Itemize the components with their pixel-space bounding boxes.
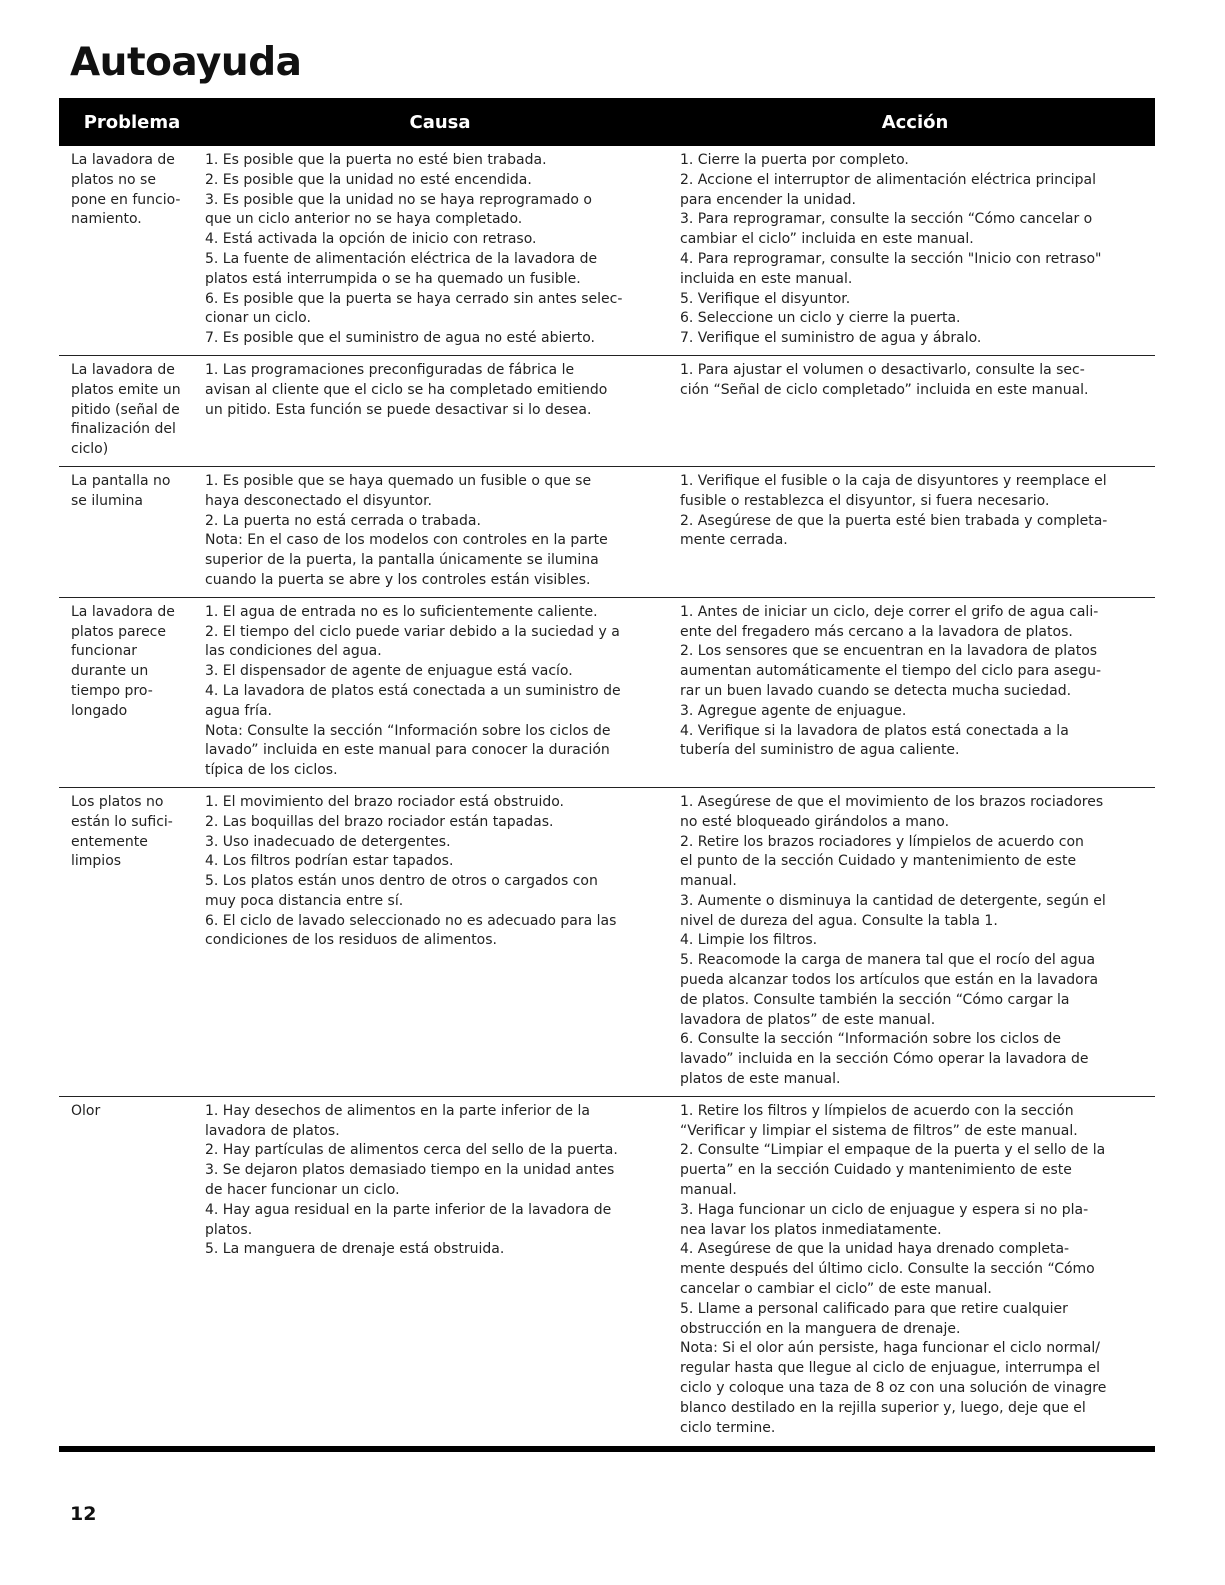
problem-line: finalización del [71,421,176,438]
action-line: 4. Limpie los filtros. [680,932,818,949]
problem-cell [59,472,205,591]
cause-line: 3. Se dejaron platos demasiado tiempo en la unidad antes [205,1162,615,1179]
action-line: 4. Verifique si la lavadora de platos está conectada a la [680,722,1069,739]
action-line: nea lavar los platos inmediatamente. [680,1221,942,1238]
action-line: 2. Asegúrese de que la puerta esté bien trabada y completa- [680,512,1108,529]
problem-line: funcionar [71,643,138,660]
action-line: incluida en este manual. [680,270,853,287]
cause-cell [205,1102,680,1439]
action-line: para encender la unidad. [680,191,856,208]
action-cell [680,603,1155,781]
action-line: manual. [680,873,737,890]
problem-line: La lavadora de [71,152,175,168]
cause-line: 3. Es posible que la unidad no se haya reprogramado o [205,191,592,208]
cause-line: 2. La puerta no está cerrada o trabada. [205,512,481,529]
action-line: cancelar o cambiar el ciclo” de este manual. [680,1281,992,1298]
cause-line: condiciones de los residuos de alimentos. [205,932,497,949]
action-line: 6. Seleccione un ciclo y cierre la puerta. [680,310,961,327]
action-line: 1. Retire los filtros y límpielos de acuerdo con la sección [680,1102,1074,1119]
action-line: 5. Llame a personal calificado para que retire cualquier [680,1300,1068,1317]
cause-line: 4. Está activada la opción de inicio con retraso. [205,231,537,248]
problem-line: La pantalla no [71,472,171,489]
cause-line: 2. Es posible que la unidad no esté encendida. [205,171,532,188]
action-line: 1. Asegúrese de que el movimiento de los brazos rociadores [680,793,1104,810]
action-line: lavado” incluida en la sección Cómo operar la lavadora de [680,1051,1089,1068]
table-row [59,788,1155,1097]
cause-line: Nota: Consulte la sección “Información sobre los ciclos de [205,722,611,739]
cause-cell [205,361,680,460]
action-line: 5. Reacomode la carga de manera tal que el rocío del agua [680,952,1096,969]
action-line: 4. Para reprogramar, consulte la sección "Inicio con retraso" [680,250,1102,267]
action-cell [680,361,1155,460]
action-line: pueda alcanzar todos los artículos que están en la lavadora [680,972,1099,989]
cause-line: lavado” incluida en este manual para conocer la duración [205,742,610,759]
cause-line: 1. Las programaciones preconfiguradas de fábrica le [205,361,575,378]
problem-cell [59,151,205,349]
action-line: obstrucción en la manguera de drenaje. [680,1320,961,1337]
cause-line: superior de la puerta, la pantalla únicamente se ilumina [205,552,599,569]
table-body [59,146,1155,1444]
action-line: no esté bloqueado girándolos a mano. [680,813,950,830]
action-line: lavadora de platos” de este manual. [680,1011,936,1028]
cause-line: lavadora de platos. [205,1122,340,1139]
page-title: Autoayuda [70,40,302,85]
header-action: Acción [881,111,949,133]
problem-cell [59,793,205,1090]
action-line: 1. Cierre la puerta por completo. [680,152,909,168]
table-row [59,1097,1155,1445]
action-line: mente cerrada. [680,532,788,549]
action-line: fusible o restablezca el disyuntor, si fuera necesario. [680,492,1050,509]
action-cell [680,151,1155,349]
cause-line: 1. Es posible que se haya quemado un fusible o que se [205,472,592,489]
problem-line: pone en funcio- [71,191,181,208]
cause-line: platos. [205,1221,253,1238]
action-line: el punto de la sección Cuidado y mantenimiento de este [680,853,1077,870]
cause-line: 4. Hay agua residual en la parte inferior de la lavadora de [205,1201,612,1218]
action-line: 2. Retire los brazos rociadores y límpielos de acuerdo con [680,833,1084,850]
cause-line: un pitido. Esta función se puede desactivar si lo desea. [205,401,592,418]
action-cell [680,1102,1155,1439]
cause-line: 6. El ciclo de lavado seleccionado no es adecuado para las [205,912,617,929]
cause-line: muy poca distancia entre sí. [205,892,404,909]
problem-line: se ilumina [71,492,143,509]
header-problem: Problema [83,111,181,133]
action-line: 3. Aumente o disminuya la cantidad de detergente, según el [680,892,1106,909]
page-number: 12 [70,1503,97,1525]
action-line: 5. Verifique el disyuntor. [680,290,851,307]
cause-cell [205,793,680,1090]
action-line: 2. Consulte “Limpiar el empaque de la puerta y el sello de la [680,1142,1106,1159]
action-line: 1. Verifique el fusible o la caja de disyuntores y reemplace el [680,472,1107,489]
table-row [59,467,1155,598]
table-row [59,146,1155,356]
problem-cell [59,1102,205,1439]
problem-line: Olor [71,1102,101,1119]
action-line: ciclo termine. [680,1419,776,1436]
problem-line: longado [71,702,128,719]
problem-line: están lo sufici- [71,813,173,830]
cause-line: 5. La manguera de drenaje está obstruida. [205,1241,505,1258]
problem-line: ciclo) [71,441,109,458]
cause-line: agua fría. [205,702,272,719]
problem-line: entemente [71,833,148,850]
problem-line: namiento. [71,211,142,228]
cause-line: 4. La lavadora de platos está conectada a un suministro de [205,682,621,699]
action-line: regular hasta que llegue al ciclo de enjuague, interrumpa el [680,1360,1101,1377]
cause-cell [205,603,680,781]
cause-line: Nota: En el caso de los modelos con controles en la parte [205,532,608,549]
cause-line: que un ciclo anterior no se haya completado. [205,211,523,228]
problem-line: La lavadora de [71,603,175,620]
action-line: tubería del suministro de agua caliente. [680,742,960,759]
action-line: mente después del último ciclo. Consulte la sección “Cómo [680,1261,1095,1278]
problem-cell [59,603,205,781]
cause-line: típica de los ciclos. [205,762,338,779]
action-line: ente del fregadero más cercano a la lavadora de platos. [680,623,1073,640]
action-line: 3. Haga funcionar un ciclo de enjuague y espera si no pla- [680,1201,1089,1218]
cause-line: platos está interrumpida o se ha quemado un fusible. [205,270,581,287]
bottom-rule [59,1446,1155,1452]
action-line: manual. [680,1182,737,1199]
action-line: Nota: Si el olor aún persiste, haga funcionar el ciclo normal/ [680,1340,1100,1357]
problem-cell [59,361,205,460]
table-row [59,598,1155,788]
action-line: 3. Agregue agente de enjuague. [680,702,907,719]
cause-line: las condiciones del agua. [205,643,382,660]
cause-line: 4. Los filtros podrían estar tapados. [205,853,454,870]
cause-line: 3. El dispensador de agente de enjuague está vacío. [205,663,573,680]
action-line: 2. Accione el interruptor de alimentación eléctrica principal [680,171,1097,188]
cause-line: de hacer funcionar un ciclo. [205,1182,400,1199]
troubleshooting-table [59,98,1155,1444]
action-cell [680,472,1155,591]
cause-line: 7. Es posible que el suministro de agua no esté abierto. [205,330,596,347]
action-line: nivel de dureza del agua. Consulte la tabla 1. [680,912,998,929]
problem-line: pitido (señal de [71,401,180,418]
action-line: 1. Antes de iniciar un ciclo, deje correr el grifo de agua cali- [680,603,1099,620]
problem-line: La lavadora de [71,361,175,378]
cause-cell [205,151,680,349]
action-line: 2. Los sensores que se encuentran en la lavadora de platos [680,643,1098,660]
cause-line: 5. La fuente de alimentación eléctrica de la lavadora de [205,250,598,267]
action-line: ción “Señal de ciclo completado” incluida en este manual. [680,381,1089,398]
action-line: platos de este manual. [680,1071,841,1088]
cause-line: 5. Los platos están unos dentro de otros o cargados con [205,873,598,890]
table-row [59,356,1155,467]
cause-line: 1. Hay desechos de alimentos en la parte inferior de la [205,1102,590,1119]
cause-line: 2. Las boquillas del brazo rociador están tapadas. [205,813,554,830]
action-line: 7. Verifique el suministro de agua y ábralo. [680,330,982,347]
table-header [59,98,1155,146]
cause-line: avisan al cliente que el ciclo se ha completado emitiendo [205,381,608,398]
problem-line: limpios [71,853,122,870]
action-line: blanco destilado en la rejilla superior y, luego, deje que el [680,1399,1086,1416]
cause-line: 6. Es posible que la puerta se haya cerrado sin antes selec- [205,290,623,307]
cause-line: 1. El movimiento del brazo rociador está obstruido. [205,793,564,810]
action-line: de platos. Consulte también la sección “Cómo cargar la [680,991,1070,1008]
problem-line: durante un [71,663,149,680]
problem-line: platos emite un [71,381,181,398]
cause-line: 1. Es posible que la puerta no esté bien trabada. [205,152,547,168]
cause-line: 2. Hay partículas de alimentos cerca del sello de la puerta. [205,1142,618,1159]
cause-line: haya desconectado el disyuntor. [205,492,433,509]
action-line: puerta” en la sección Cuidado y mantenimiento de este [680,1162,1072,1179]
action-cell [680,793,1155,1090]
cause-line: 1. El agua de entrada no es lo suficientemente caliente. [205,603,598,620]
problem-line: platos parece [71,623,166,640]
action-line: 3. Para reprogramar, consulte la sección “Cómo cancelar o [680,211,1093,228]
action-line: 1. Para ajustar el volumen o desactivarlo, consulte la sec- [680,361,1085,378]
action-line: 6. Consulte la sección “Información sobre los ciclos de [680,1031,1062,1048]
cause-line: cuando la puerta se abre y los controles están visibles. [205,571,591,588]
cause-cell [205,472,680,591]
action-line: rar un buen lavado cuando se detecta mucha suciedad. [680,682,1072,699]
action-line: cambiar el ciclo” incluida en este manual. [680,231,974,248]
cause-line: cionar un ciclo. [205,310,311,327]
header-cause: Causa [409,111,471,133]
action-line: ciclo y coloque una taza de 8 oz con una solución de vinagre [680,1380,1107,1397]
action-line: “Verificar y limpiar el sistema de filtros” de este manual. [680,1122,1078,1139]
action-line: 4. Asegúrese de que la unidad haya drenado completa- [680,1241,1070,1258]
problem-line: Los platos no [71,793,164,810]
problem-line: platos no se [71,171,156,188]
problem-line: tiempo pro- [71,682,153,699]
action-line: aumentan automáticamente el tiempo del ciclo para asegu- [680,663,1102,680]
cause-line: 2. El tiempo del ciclo puede variar debido a la suciedad y a [205,623,620,640]
cause-line: 3. Uso inadecuado de detergentes. [205,833,451,850]
